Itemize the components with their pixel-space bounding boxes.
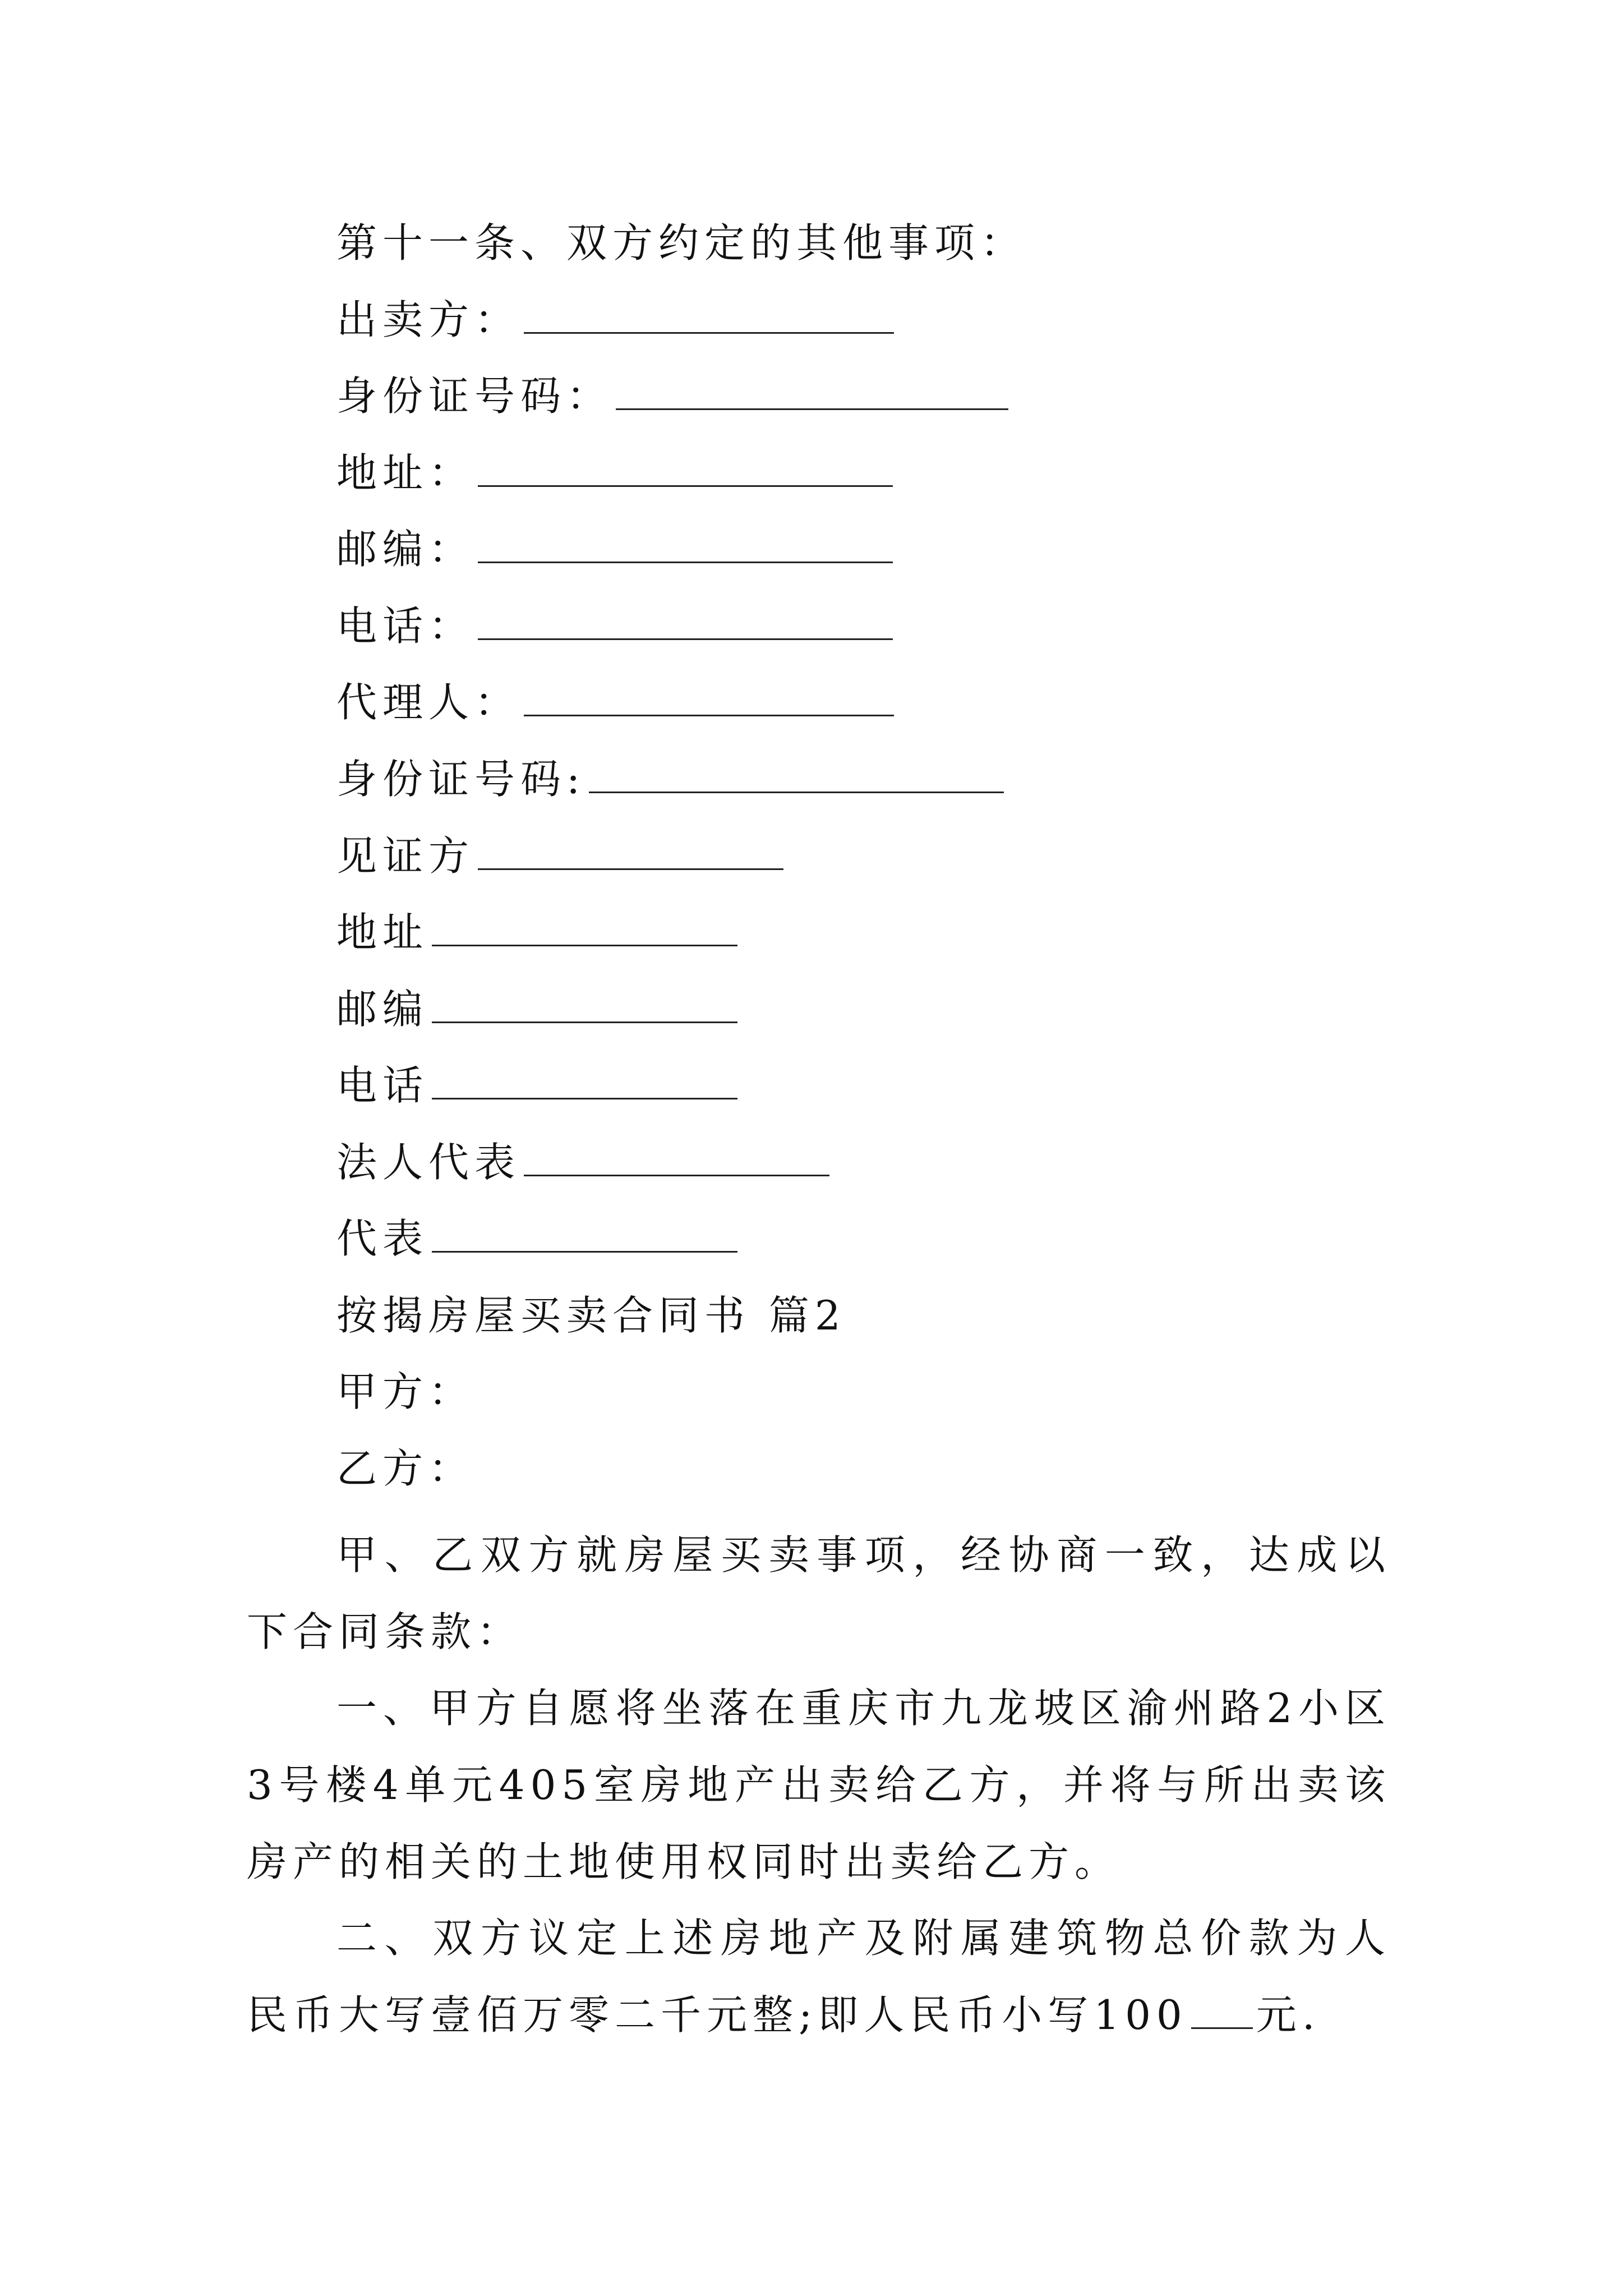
amount-blank: [1191, 1994, 1253, 2029]
phone-row-2: [336, 1057, 737, 1114]
witness-row: [336, 828, 783, 884]
article-11-heading: [336, 215, 1026, 271]
id-label-1: 身份证号码：: [336, 372, 613, 420]
phone-blank-2: [432, 1062, 737, 1099]
id-label-2: 身份证号码:: [336, 756, 586, 803]
witness-label: 见证方: [336, 832, 475, 880]
rep-blank: [432, 1215, 737, 1253]
zip-blank-2: [432, 986, 737, 1023]
phone-blank-1: [478, 602, 893, 640]
clause-2-suffix: 元.: [1256, 1991, 1321, 2039]
witness-blank: [478, 832, 783, 870]
id-row-2: [336, 751, 1004, 807]
clause-2-text: 二、双方议定上述房地产及附属建筑物总价款为人民币大写壹佰万零二千元整;即人民币小写100: [247, 1915, 1391, 2039]
zip-label-2: 邮编: [336, 986, 429, 1033]
id-blank-1: [616, 372, 1008, 410]
party-a-label: 甲方：: [336, 1368, 475, 1415]
id-blank-2: [589, 756, 1004, 793]
clause-2-paragraph: [247, 1900, 1391, 2054]
seller-row: [336, 292, 894, 348]
rep-row: [336, 1211, 737, 1267]
agent-row: [336, 674, 894, 730]
seller-label: 出卖方：: [336, 296, 521, 343]
clause-1-paragraph: 一、甲方自愿将坐落在重庆市九龙坡区渝州路2小区3号楼4单元405室房地产出卖给乙方，并将与所出卖该房产的相关的土地使用权同时出卖给乙方。: [247, 1685, 1391, 1885]
article-11-text: 第十一条、双方约定的其他事项：: [336, 219, 1027, 266]
id-row-1: [336, 368, 1008, 424]
party-b-row: [336, 1441, 474, 1497]
legal-rep-row: [336, 1134, 829, 1190]
agent-blank: [524, 679, 894, 716]
legal-rep-blank: [524, 1139, 829, 1176]
zip-row-2: [336, 981, 737, 1037]
phone-row-1: [336, 598, 893, 654]
address-row-2: [336, 904, 737, 960]
address-row-1: [336, 445, 893, 501]
zip-blank-1: [478, 526, 893, 563]
phone-label-1: 电话：: [336, 602, 475, 650]
party-a-row: [336, 1364, 474, 1420]
address-blank-2: [432, 909, 737, 946]
zip-row-1: [336, 521, 893, 577]
intro-paragraph: 甲、乙双方就房屋买卖事项，经协商一致，达成以下合同条款：: [247, 1531, 1391, 1655]
address-label-1: 地址：: [336, 449, 475, 496]
phone-label-2: 电话: [336, 1062, 429, 1109]
contract-title-text: 按揭房屋买卖合同书 篇2: [336, 1292, 846, 1339]
zip-label-1: 邮编：: [336, 526, 475, 573]
address-blank-1: [478, 449, 893, 487]
seller-blank: [524, 296, 894, 334]
rep-label: 代表: [336, 1215, 429, 1262]
address-label-2: 地址: [336, 909, 429, 956]
agent-label: 代理人：: [336, 679, 521, 726]
contract-title-2: [336, 1287, 846, 1343]
legal-rep-label: 法人代表: [336, 1139, 521, 1186]
party-b-label: 乙方：: [336, 1445, 475, 1492]
